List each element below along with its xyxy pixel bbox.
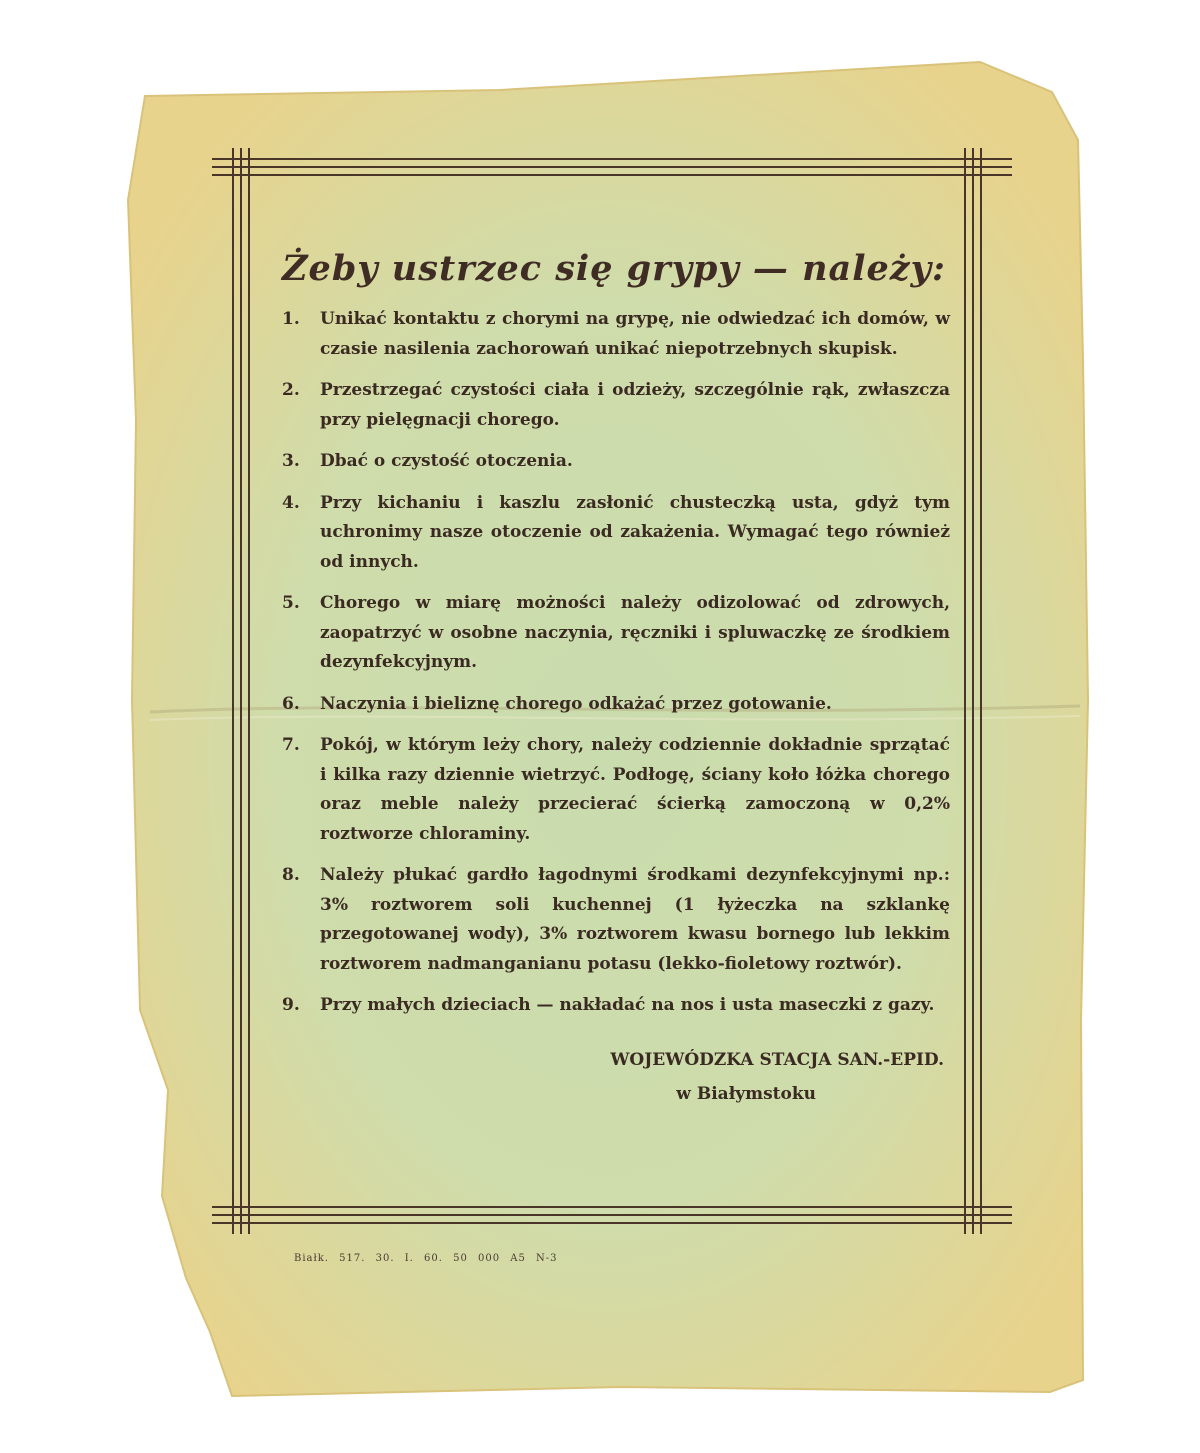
item-text: Naczynia i bieliznę chorego odkażać przez gotowanie. — [320, 693, 832, 714]
item-text: Przestrzegać czystości ciała i odzieży, szczególnie rąk, zwłaszcza przy pielęgnacji chorego. — [320, 380, 950, 430]
item-number: 3. — [282, 451, 300, 471]
advice-item-8 — [280, 861, 950, 979]
item-number: 6. — [282, 693, 300, 714]
advice-item-2 — [280, 376, 950, 435]
item-number: 7. — [282, 735, 300, 755]
advice-item-6 — [280, 690, 950, 720]
advice-item-7 — [280, 731, 950, 849]
item-text: Chorego w miarę możności należy odizolować od zdrowych, zaopatrzyć w osobne naczynia, ręczniki i spluwaczkę ze środkiem dezynfekcyjnym. — [320, 593, 950, 672]
item-text: Unikać kontaktu z chorymi na grypę, nie odwiedzać ich domów, w czasie nasilenia zachorowań unikać niepotrzebnych skupisk. — [320, 309, 950, 359]
print-info: Białk. 517. 30. I. 60. 50 000 A5 N-3 — [294, 1253, 558, 1264]
issuer-city: w Białymstoku — [676, 1083, 816, 1104]
item-text: Przy małych dzieciach — nakładać na nos i usta maseczki z gazy. — [320, 995, 935, 1015]
advice-item-4 — [280, 489, 950, 578]
item-number: 2. — [282, 380, 300, 400]
item-text: Pokój, w którym leży chory, należy codziennie dokładnie sprzątać i kilka razy dziennie wietrzyć. Podłogę, ściany koło łóżka chorego oraz meble należy przecierać ścierką zamoczoną w 0,2% roztworze chloraminy. — [320, 735, 950, 844]
item-number: 8. — [282, 865, 300, 885]
issuer-name: WOJEWÓDZKA STACJA SAN.-EPID. — [610, 1049, 944, 1070]
item-number: 5. — [282, 593, 300, 613]
advice-item-3 — [280, 447, 950, 477]
issuer-signature — [280, 1043, 950, 1111]
advice-item-9 — [280, 991, 950, 1021]
item-number: 4. — [282, 492, 300, 513]
leaflet-content — [280, 248, 950, 1111]
advice-list — [280, 305, 950, 1021]
item-text: Dbać o czystość otoczenia. — [320, 451, 573, 471]
leaflet-title: Żeby ustrzec się grypy — należy: — [282, 248, 946, 289]
item-number: 9. — [282, 995, 300, 1015]
item-text: Należy płukać gardło łagodnymi środkami dezynfekcyjnymi np.: 3% roztworem soli kuchennej (1 łyżeczka na szklankę przegotowanej wody), 3% roztworem kwasu bornego lub lekkim roztworem nadmanganianu potasu (lekko-fioletowy roztwór). — [320, 865, 950, 974]
item-number: 1. — [282, 309, 300, 329]
advice-item-1 — [280, 305, 950, 364]
advice-item-5 — [280, 589, 950, 678]
item-text: Przy kichaniu i kaszlu zasłonić chusteczką usta, gdyż tym uchronimy nasze otoczenie od zakażenia. Wymagać tego również od innych. — [320, 492, 950, 572]
